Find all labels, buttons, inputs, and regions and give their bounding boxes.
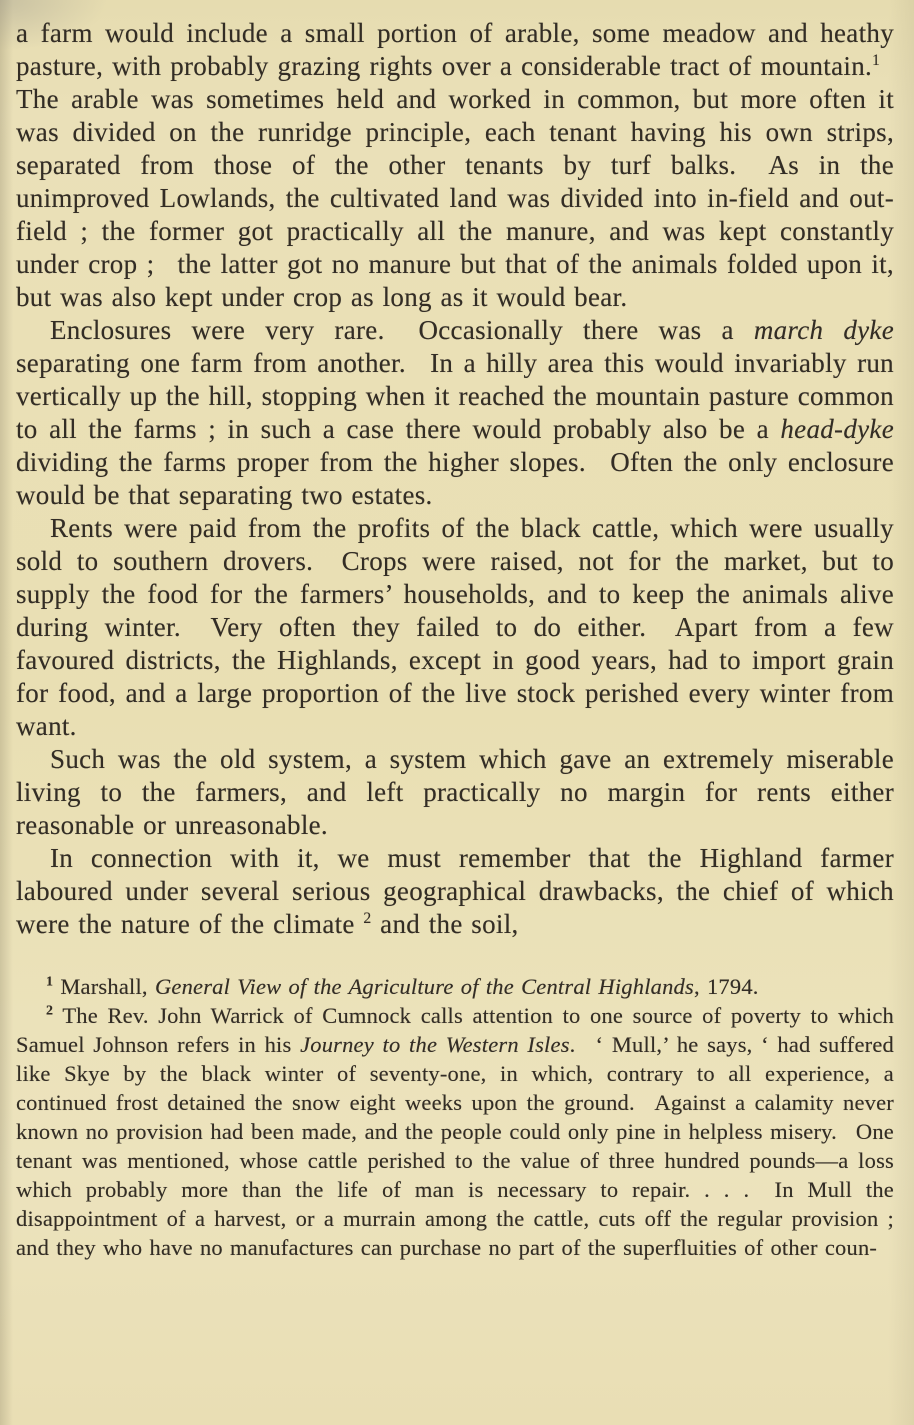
body-paragraph-4-text: Such was the old system, a system which gave an extremely miserable living to the farmers, and left practically no margin for rents either reasonable or unreasonable. (16, 744, 894, 840)
body-paragraph-5-text: and the soil, (371, 909, 519, 939)
body-paragraph-2-i: head-dyke (780, 414, 894, 444)
body-paragraph-5-sup: 2 (363, 910, 372, 927)
page-text-column (16, 17, 894, 1262)
body-paragraph-1-text: a farm would include a small portion of arable, some meadow and heathy pasture, with probably grazing rights over a considerable tract of mountain. (16, 18, 894, 81)
body-paragraph-3 (16, 512, 894, 743)
body-paragraph-5 (16, 842, 894, 941)
body-paragraph-1-sup: 1 (872, 52, 881, 69)
footnotes-section (16, 972, 894, 1262)
footnote-1-text: , 1794. (693, 974, 759, 999)
footnote-2 (16, 1001, 894, 1262)
footnote-2-text: The Rev. John Warrick of Cumnock calls attention to one source of poverty to which Samuel Johnson refers in his (16, 1003, 894, 1057)
body-paragraph-2-text: Enclosures were very rare. Occasionally there was a (50, 315, 754, 345)
body-paragraph-4 (16, 743, 894, 842)
body-paragraph-3-text: Rents were paid from the profits of the black cattle, which were usually sold to southern drovers. Crops were raised, not for the market, but to supply the food for the farmers’ households, and to keep the animals alive during winter. Very often they failed to do either. Apart from a few favoured districts, the Highlands, except in good years, had to import grain for food, and a large proportion of the live stock perished every winter from want. (16, 513, 894, 741)
body-paragraph-2 (16, 314, 894, 512)
footnote-2-text: . ‘ Mull,’ he says, ‘ had suffered like Skye by the black winter of seventy-one, in which, contrary to all experience, a continued frost detained the snow eight weeks upon the ground. Against a calamity never known no provision had been made, and the people could only pine in helpless misery. One tenant was mentioned, whose cattle perished to the value of three hundred pounds—a loss which probably more than the life of man is necessary to repair. . . . In Mull the disappointment of a harvest, or a murrain among the cattle, cuts off the regular provision ; and they who have no manufactures can purchase no part of the superfluities of other coun- (16, 1032, 894, 1260)
body-text (16, 17, 894, 941)
body-paragraph-1-text: The arable was sometimes held and worked in common, but more often it was divided on the runridge principle, each tenant having his own strips, separated from those of the other tenants by turf balks. As in the unimproved Lowlands, the cultivated land was divided into in-field and out-field ; the former got practically all the manure, and was kept constantly under crop ; the latter got no manure but that of the animals folded upon it, but was also kept under crop as long as it would bear. (16, 51, 894, 312)
body-paragraph-2-i: march dyke (753, 315, 894, 345)
footnote-1-i: General View of the Agriculture of the Central Highlands (154, 974, 694, 999)
body-paragraph-5-text: In connection with it, we must remember that the Highland farmer laboured under several serious geographical drawbacks, the chief of which were the nature of the climate (16, 843, 894, 939)
footnote-2-supb: 2 (46, 1003, 54, 1019)
footnote-1-supb: 1 (46, 974, 54, 990)
body-paragraph-2-text: separating one farm from another. In a hilly area this would invariably run vertically up the hill, stopping when it reached the mountain pasture common to all the farms ; in such a case there would probably also be a (16, 348, 894, 444)
footnote-2-i: Journey to the Western Isles (300, 1032, 570, 1057)
body-paragraph-2-text: dividing the farms proper from the higher slopes. Often the only enclosure would be that separating two estates. (16, 447, 894, 510)
body-paragraph-1 (16, 17, 894, 314)
footnote-1-text: Marshall, (53, 974, 155, 999)
footnote-1 (16, 972, 894, 1001)
